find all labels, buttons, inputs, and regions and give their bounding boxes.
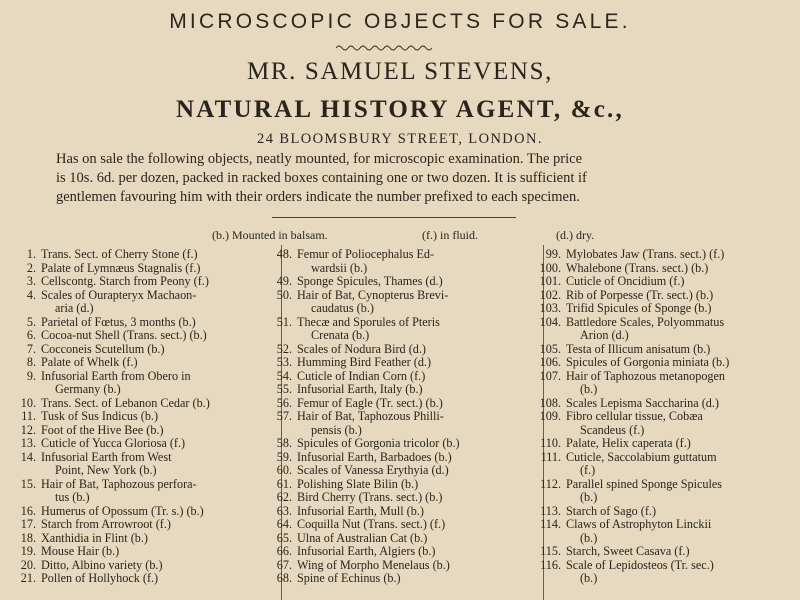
specimen-number: 50. — [276, 287, 292, 302]
specimen-entry — [256, 289, 460, 316]
specimen-number: 57. — [276, 409, 292, 423]
specimen-number: 105. — [539, 341, 561, 356]
specimen-text: Infusorial Earth, Barbadoes (b.) — [297, 449, 452, 464]
specimen-text: Tusk of Sus Indicus (b.) — [41, 409, 159, 423]
specimen-description — [297, 505, 424, 519]
specimen-entry — [256, 491, 460, 505]
specimen-number: 10. — [20, 395, 36, 410]
specimen-text: Spine of Echinus (b.) — [297, 571, 401, 585]
specimen-number: 101. — [539, 274, 561, 288]
specimen-number: 16. — [20, 503, 36, 518]
specimen-text: Cuticle of Yucca Gloriosa (f.) — [41, 436, 186, 450]
specimen-text: Cocconeis Scutellum (b.) — [41, 341, 165, 356]
specimen-description — [566, 410, 703, 437]
specimen-description — [297, 451, 452, 465]
specimen-description — [566, 518, 711, 545]
specimen-entry — [520, 518, 729, 545]
intro-line: gentlemen favouring him with their orders indicate the number prefixed to each specimen. — [56, 189, 580, 205]
specimen-description — [566, 248, 724, 262]
specimen-entry — [520, 316, 729, 343]
specimen-text: Infusorial Earth from West — [41, 449, 172, 464]
specimen-entry — [256, 397, 460, 411]
specimen-text: Femur of Eagle (Tr. sect.) (b.) — [297, 395, 443, 410]
specimen-text: Humerus of Opossum (Tr. s.) (b.) — [41, 503, 204, 518]
specimen-text-continued: tus (b.) — [55, 490, 90, 504]
specimen-number: 103. — [539, 301, 561, 315]
agent-occupation: NATURAL HISTORY AGENT, &c., — [176, 96, 624, 123]
specimen-number: 116. — [540, 557, 561, 572]
specimen-text: Scales of Ourapteryx Machaon- — [41, 287, 197, 302]
specimen-entry — [256, 464, 460, 478]
specimen-description — [41, 424, 164, 438]
specimen-text: Palate of Lymnæus Stagnalis (f.) — [41, 260, 201, 275]
specimen-description — [297, 491, 442, 505]
specimen-entry — [0, 410, 210, 424]
specimen-text: Cuticle of Oncidium (f.) — [566, 274, 685, 288]
specimen-text: Cuticle of Indian Corn (f.) — [297, 368, 426, 383]
specimen-description — [41, 518, 171, 532]
specimen-description — [41, 262, 200, 276]
specimen-description — [566, 370, 725, 397]
specimen-number: 7. — [26, 341, 36, 356]
specimen-description — [41, 248, 198, 262]
specimen-entry — [0, 343, 210, 357]
specimen-entry — [520, 451, 729, 478]
specimen-number: 52. — [276, 341, 292, 356]
specimen-description — [297, 397, 443, 411]
specimen-entry — [520, 545, 729, 559]
specimen-text-continued: (b.) — [580, 530, 598, 545]
specimen-text: Fibro cellular tissue, Cobæa — [566, 409, 703, 423]
specimen-number: 20. — [20, 557, 36, 572]
specimen-description — [41, 410, 158, 424]
specimen-description — [297, 248, 434, 275]
specimen-entry — [520, 410, 729, 437]
specimen-number: 63. — [276, 503, 292, 518]
specimen-description — [297, 356, 431, 370]
specimen-text-continued: (b.) — [580, 382, 598, 396]
specimen-entry — [520, 289, 729, 303]
specimen-text: Hair of Bat, Taphozous Philli- — [297, 409, 444, 423]
specimen-number: 67. — [276, 557, 292, 572]
specimen-text: Coquilla Nut (Trans. sect.) (f.) — [297, 517, 446, 531]
specimen-entry — [256, 383, 460, 397]
specimen-text: Hair of Taphozous metanopogen — [566, 368, 726, 383]
specimen-number: 13. — [20, 436, 36, 450]
specimen-description — [297, 532, 427, 546]
specimen-text: Femur of Poliocephalus Ed- — [297, 247, 435, 261]
specimen-number: 6. — [26, 328, 36, 342]
specimen-number: 106. — [539, 355, 561, 369]
specimen-description — [297, 343, 426, 357]
specimen-entry — [0, 248, 210, 262]
specimen-text: Claws of Astrophyton Linckii — [566, 517, 712, 531]
specimen-number: 99. — [545, 247, 561, 261]
specimen-entry — [0, 518, 210, 532]
specimen-description — [297, 410, 444, 437]
specimen-text: Testa of Illicum anisatum (b.) — [566, 341, 711, 356]
specimen-entry — [0, 545, 210, 559]
specimen-text: Bird Cherry (Trans. sect.) (b.) — [297, 490, 443, 504]
specimen-entry — [0, 451, 210, 478]
specimen-number: 64. — [276, 517, 292, 531]
specimen-text: Spicules of Gorgonia miniata (b.) — [566, 355, 730, 369]
specimen-number: 5. — [26, 314, 36, 329]
specimen-text: Scale of Lepidosteos (Tr. sec.) — [566, 557, 714, 572]
specimen-number: 111. — [540, 449, 561, 464]
specimen-text: Starch from Arrowroot (f.) — [41, 517, 171, 531]
specimen-text: Parietal of Fœtus, 3 months (b.) — [41, 314, 196, 329]
specimen-text: Scales of Nodura Bird (d.) — [297, 341, 426, 356]
specimen-number: 17. — [20, 517, 36, 531]
specimen-entry — [256, 343, 460, 357]
specimen-text: Polishing Slate Bilin (b.) — [297, 476, 419, 491]
specimen-entry — [256, 410, 460, 437]
specimen-entry — [520, 275, 729, 289]
specimen-number: 68. — [276, 571, 292, 585]
specimen-number: 114. — [540, 517, 561, 531]
specimen-text-continued: caudatus (b.) — [311, 301, 374, 315]
specimen-text-continued: (b.) — [580, 571, 598, 585]
specimen-description — [41, 545, 119, 559]
specimen-text-continued: wardsii (b.) — [311, 260, 368, 275]
specimen-number: 54. — [276, 368, 292, 383]
specimen-text: Foot of the Hive Bee (b.) — [41, 422, 164, 437]
specimen-number: 113. — [540, 503, 561, 518]
specimen-description — [297, 572, 401, 586]
specimen-entry — [0, 289, 210, 316]
specimen-text: Wing of Morpho Menelaus (b.) — [297, 557, 450, 572]
specimen-description — [566, 262, 708, 276]
specimen-text: Whalebone (Trans. sect.) (b.) — [566, 260, 709, 275]
specimen-text-continued: aria (d.) — [55, 301, 94, 315]
specimen-number: 18. — [20, 530, 36, 545]
specimen-text: Trans. Sect. of Cherry Stone (f.) — [41, 247, 198, 261]
specimen-entry — [256, 437, 460, 451]
specimen-text: Battledore Scales, Polyommatus — [566, 314, 725, 329]
decorative-wave-divider — [336, 44, 432, 52]
specimen-text-continued: Germany (b.) — [55, 382, 121, 396]
specimen-entry — [256, 572, 460, 586]
legend-fluid: (f.) in fluid. — [422, 228, 478, 242]
specimen-text: Sponge Spicules, Thames (d.) — [297, 274, 443, 288]
specimen-entry — [520, 397, 729, 411]
specimen-text: Scales of Vanessa Erythyia (d.) — [297, 463, 449, 477]
specimen-description — [566, 343, 710, 357]
specimen-entry — [520, 302, 729, 316]
specimen-description — [41, 356, 138, 370]
agent-name: MR. SAMUEL STEVENS, — [247, 58, 553, 85]
specimen-number: 104. — [539, 314, 561, 329]
specimen-entry — [256, 478, 460, 492]
specimen-entry — [0, 478, 210, 505]
specimen-text-continued: Crenata (b.) — [311, 328, 370, 342]
specimen-entry — [256, 518, 460, 532]
specimen-number: 19. — [20, 544, 36, 558]
specimen-text: Ditto, Albino variety (b.) — [41, 557, 163, 572]
specimen-entry — [0, 559, 210, 573]
specimen-number: 48. — [276, 247, 292, 261]
specimen-description — [566, 545, 690, 559]
specimen-description — [297, 370, 425, 384]
specimen-number: 14. — [20, 449, 36, 464]
specimen-entry — [256, 275, 460, 289]
specimen-entry — [520, 262, 729, 276]
specimen-entry — [0, 505, 210, 519]
specimen-description — [566, 505, 656, 519]
specimen-description — [41, 505, 204, 519]
specimen-number: 9. — [26, 368, 36, 383]
specimen-number: 8. — [26, 355, 36, 369]
specimen-description — [297, 383, 423, 397]
specimen-number: 15. — [20, 476, 36, 491]
section-rule — [272, 217, 516, 218]
specimen-description — [297, 275, 443, 289]
specimen-description — [41, 532, 148, 546]
specimen-text: Thecæ and Sporules of Pteris — [297, 314, 440, 329]
specimen-entry — [256, 356, 460, 370]
specimen-description — [297, 518, 445, 532]
specimen-description — [297, 437, 460, 451]
specimen-text: Starch, Sweet Casava (f.) — [566, 544, 690, 558]
intro-line: Has on sale the following objects, neatly mounted, for microscopic examination. The price — [56, 151, 583, 167]
specimen-text: Scales Lepisma Saccharina (d.) — [566, 395, 719, 410]
specimen-text: Starch of Sago (f.) — [566, 503, 657, 518]
specimen-description — [566, 437, 691, 451]
specimen-text-continued: Arion (d.) — [580, 328, 629, 342]
specimen-description — [41, 397, 210, 411]
specimen-entry — [0, 437, 210, 451]
specimen-number: 108. — [539, 395, 561, 410]
specimen-text-continued: (b.) — [580, 490, 598, 504]
specimen-column-2 — [256, 248, 460, 586]
specimen-entry — [0, 356, 210, 370]
specimen-number: 49. — [276, 274, 292, 288]
specimen-number: 66. — [276, 544, 292, 558]
specimen-text: Parallel spined Sponge Spicules — [566, 476, 723, 491]
specimen-description — [566, 316, 724, 343]
specimen-entry — [256, 248, 460, 275]
specimen-entry — [0, 316, 210, 330]
specimen-number: 65. — [276, 530, 292, 545]
specimen-text: Rib of Porpesse (Tr. sect.) (b.) — [566, 287, 714, 302]
specimen-text: Mylobates Jaw (Trans. sect.) (f.) — [566, 247, 725, 261]
specimen-text: Trifid Spicules of Sponge (b.) — [566, 301, 712, 315]
specimen-description — [566, 559, 714, 586]
intro-line: is 10s. 6d. per dozen, packed in racked boxes containing one or two dozen. It is sufficient if — [56, 170, 587, 186]
specimen-text-continued: pensis (b.) — [311, 422, 362, 437]
specimen-entry — [0, 424, 210, 438]
specimen-entry — [0, 572, 210, 586]
specimen-entry — [520, 505, 729, 519]
specimen-number: 4. — [26, 287, 36, 302]
specimen-description — [566, 356, 729, 370]
specimen-description — [297, 464, 449, 478]
specimen-text: Infusorial Earth, Mull (b.) — [297, 503, 424, 518]
specimen-text: Cellscontg. Starch from Peony (f.) — [41, 274, 209, 288]
specimen-description — [41, 275, 209, 289]
specimen-entry — [256, 532, 460, 546]
specimen-entry — [0, 262, 210, 276]
specimen-number: 51. — [276, 314, 292, 329]
specimen-number: 100. — [539, 260, 561, 275]
page-heading: MICROSCOPIC OBJECTS FOR SALE. — [169, 10, 631, 33]
specimen-text: Mouse Hair (b.) — [41, 544, 120, 558]
specimen-text: Xanthidia in Flint (b.) — [41, 530, 148, 545]
specimen-description — [566, 302, 711, 316]
specimen-entry — [256, 559, 460, 573]
specimen-number: 109. — [539, 409, 561, 423]
specimen-text: Trans. Sect. of Lebanon Cedar (b.) — [41, 395, 210, 410]
specimen-text: Spicules of Gorgonia tricolor (b.) — [297, 436, 460, 450]
specimen-text-continued: Scandeus (f.) — [580, 422, 645, 437]
specimen-text: Cuticle, Saccolabium guttatum — [566, 449, 717, 464]
specimen-description — [41, 289, 196, 316]
specimen-number: 102. — [539, 287, 561, 302]
specimen-entry — [256, 370, 460, 384]
specimen-number: 55. — [276, 382, 292, 396]
specimen-text: Palate of Whelk (f.) — [41, 355, 138, 369]
specimen-text: Palate, Helix caperata (f.) — [566, 436, 691, 450]
specimen-number: 1. — [26, 247, 36, 261]
specimen-description — [41, 478, 197, 505]
specimen-number: 11. — [21, 409, 36, 423]
specimen-entry — [256, 316, 460, 343]
specimen-description — [566, 275, 684, 289]
specimen-description — [566, 397, 719, 411]
specimen-description — [566, 289, 713, 303]
specimen-text: Infusorial Earth, Italy (b.) — [297, 382, 423, 396]
specimen-entry — [520, 437, 729, 451]
specimen-number: 53. — [276, 355, 292, 369]
specimen-text: Hair of Bat, Taphozous perfora- — [41, 476, 197, 491]
specimen-entry — [256, 451, 460, 465]
specimen-description — [297, 289, 448, 316]
specimen-number: 56. — [276, 395, 292, 410]
specimen-entry — [520, 248, 729, 262]
specimen-entry — [0, 370, 210, 397]
specimen-description — [297, 316, 440, 343]
specimen-entry — [0, 397, 210, 411]
specimen-number: 112. — [540, 476, 561, 491]
specimen-description — [297, 478, 418, 492]
specimen-number: 3. — [26, 274, 36, 288]
specimen-column-1 — [0, 248, 210, 586]
specimen-entry — [256, 505, 460, 519]
specimen-number: 115. — [540, 544, 561, 558]
legend-dry: (d.) dry. — [556, 228, 595, 242]
specimen-entry — [256, 545, 460, 559]
specimen-text: Cocoa-nut Shell (Trans. sect.) (b.) — [41, 328, 207, 342]
specimen-number: 107. — [539, 368, 561, 383]
specimen-description — [297, 545, 435, 559]
specimen-number: 60. — [276, 463, 292, 477]
specimen-entry — [520, 559, 729, 586]
specimen-description — [41, 329, 207, 343]
specimen-description — [41, 316, 196, 330]
specimen-entry — [0, 275, 210, 289]
specimen-text: Infusorial Earth from Obero in — [41, 368, 191, 383]
specimen-column-3 — [520, 248, 729, 586]
specimen-description — [41, 559, 163, 573]
specimen-description — [41, 437, 185, 451]
agent-address: 24 BLOOMSBURY STREET, LONDON. — [257, 131, 543, 147]
specimen-number: 62. — [276, 490, 292, 504]
specimen-text-continued: (f.) — [580, 463, 596, 477]
specimen-text: Infusorial Earth, Algiers (b.) — [297, 544, 436, 558]
specimen-description — [297, 559, 450, 573]
specimen-text: Ulna of Australian Cat (b.) — [297, 530, 428, 545]
specimen-number: 2. — [26, 260, 36, 275]
specimen-description — [41, 572, 158, 586]
specimen-number: 58. — [276, 436, 292, 450]
intro-paragraph — [56, 150, 796, 207]
specimen-number: 61. — [276, 476, 292, 491]
legend-balsam: (b.) Mounted in balsam. — [212, 228, 328, 242]
specimen-text-continued: Point, New York (b.) — [55, 463, 157, 477]
specimen-description — [41, 370, 191, 397]
specimen-number: 21. — [20, 571, 36, 585]
specimen-description — [41, 451, 171, 478]
specimen-text: Pollen of Hollyhock (f.) — [41, 571, 159, 585]
specimen-entry — [520, 343, 729, 357]
specimen-text: Hair of Bat, Cynopterus Brevi- — [297, 287, 449, 302]
specimen-entry — [520, 370, 729, 397]
specimen-description — [566, 478, 722, 505]
specimen-number: 110. — [540, 436, 561, 450]
specimen-number: 12. — [20, 422, 36, 437]
specimen-description — [41, 343, 165, 357]
specimen-entry — [520, 478, 729, 505]
specimen-entry — [0, 532, 210, 546]
specimen-number: 59. — [276, 449, 292, 464]
specimen-description — [566, 451, 717, 478]
specimen-entry — [520, 356, 729, 370]
specimen-entry — [0, 329, 210, 343]
specimen-text: Humming Bird Feather (d.) — [297, 355, 432, 369]
